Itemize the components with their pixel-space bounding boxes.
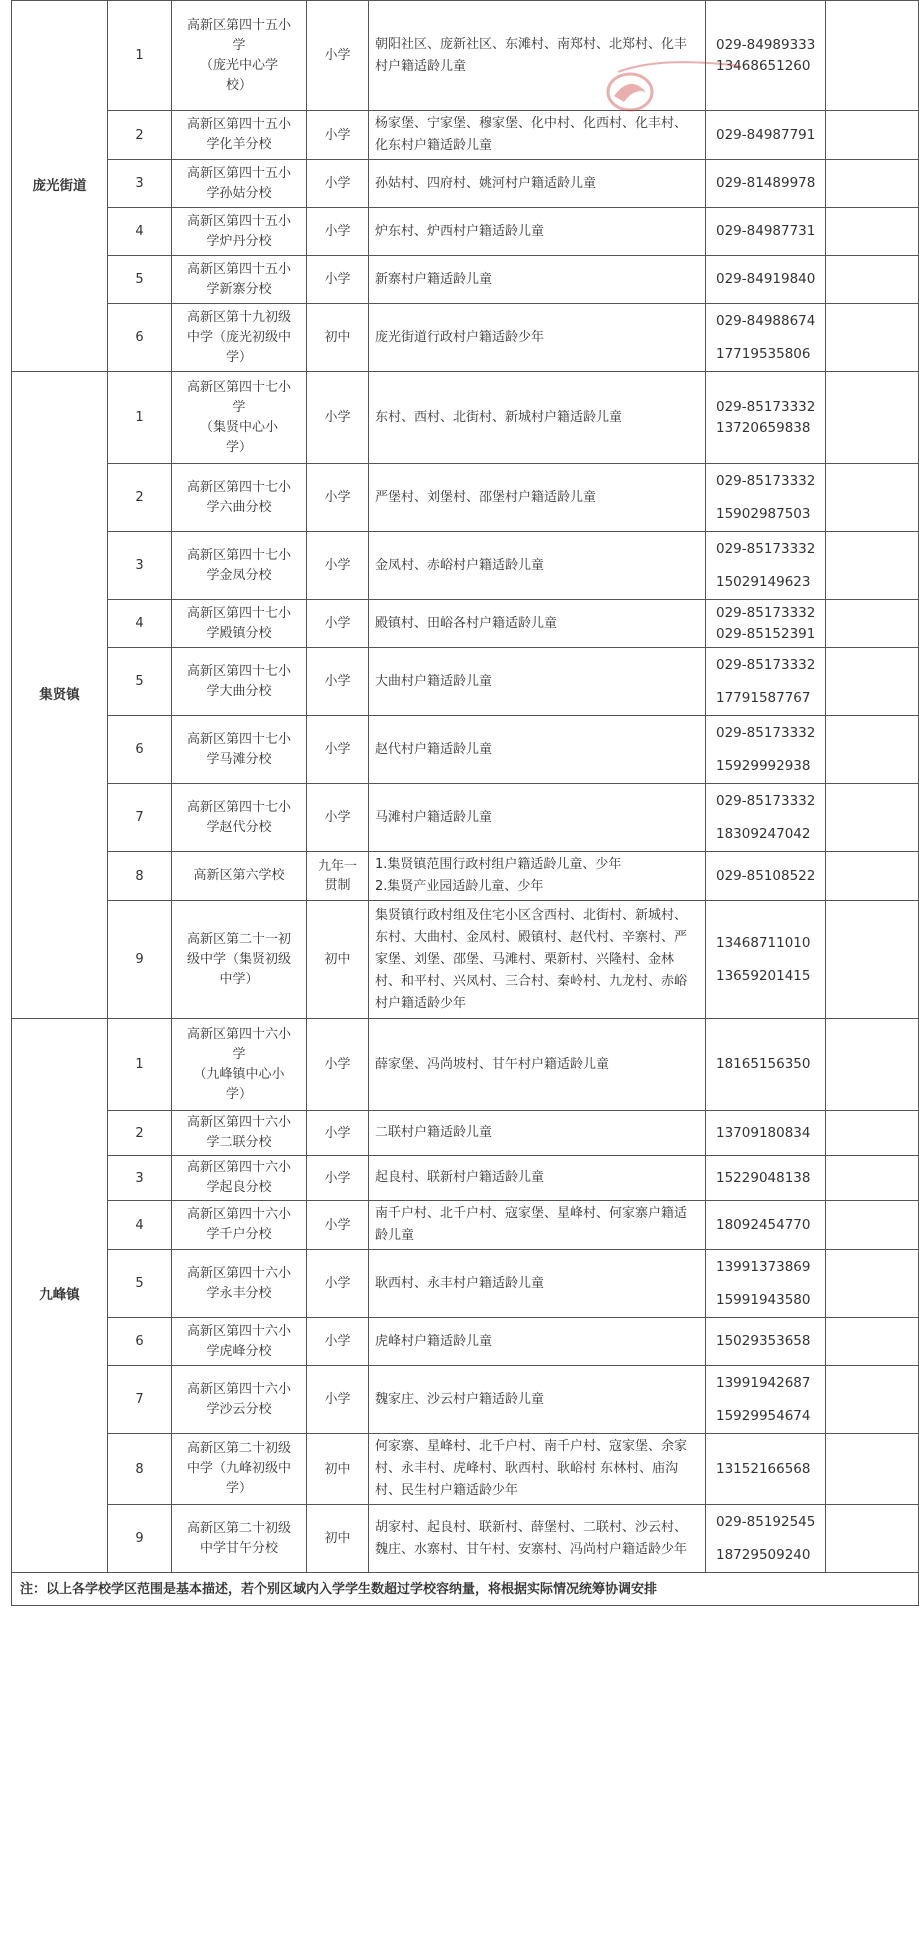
contact-phone-cell xyxy=(706,208,826,256)
school-name-line: 高新区第四十七小 xyxy=(186,799,291,815)
phone-number: 17719535806 xyxy=(716,345,811,362)
school-name-cell xyxy=(172,1019,307,1111)
remarks-cell xyxy=(826,600,919,648)
phone-number: 029-85173332 xyxy=(716,604,816,621)
phone-number: 029-85173332 xyxy=(716,656,816,673)
school-level-cell: 小学 xyxy=(307,1019,369,1111)
contact-phone-cell xyxy=(706,160,826,208)
school-name-cell xyxy=(172,852,307,901)
contact-phone-cell xyxy=(706,1250,826,1318)
row-number: 1 xyxy=(108,1,172,111)
school-name-line: 高新区第四十六小 xyxy=(186,1160,291,1175)
school-name-cell xyxy=(172,304,307,372)
contact-phone-cell xyxy=(706,1111,826,1156)
school-name-line: 学起良分校 xyxy=(206,1180,272,1195)
phone-number: 13468711010 xyxy=(716,934,811,951)
phone-number: 029-85152391 xyxy=(716,625,816,642)
school-name-cell xyxy=(172,1505,307,1573)
row-number: 6 xyxy=(108,304,172,372)
table-row xyxy=(12,600,919,648)
phone-number: 15029353658 xyxy=(716,1333,811,1349)
school-name-line: 高新区第二十一初 xyxy=(186,931,291,947)
contact-phone-cell xyxy=(706,1,826,111)
phone-number: 13991373869 xyxy=(716,1258,811,1275)
school-name-cell xyxy=(172,716,307,784)
school-name-line: （集贤中心小 xyxy=(199,419,278,435)
remarks-cell xyxy=(826,208,919,256)
row-number: 5 xyxy=(108,1250,172,1318)
phone-number: 18309247042 xyxy=(716,825,811,842)
contact-phone-cell xyxy=(706,648,826,716)
row-number: 6 xyxy=(108,716,172,784)
phone-spacer xyxy=(716,1278,819,1290)
school-name-line: 学金凤分校 xyxy=(206,567,272,583)
district-area-cell: 南千户村、北千户村、寇家堡、星峰村、何家寨户籍适龄儿童 xyxy=(369,1201,706,1250)
district-area-cell: 东村、西村、北街村、新城村户籍适龄儿童 xyxy=(369,372,706,464)
table-row xyxy=(12,1111,919,1156)
school-name-cell xyxy=(172,532,307,600)
school-level-cell: 小学 xyxy=(307,1250,369,1318)
contact-phone-cell xyxy=(706,1019,826,1111)
school-name-cell xyxy=(172,1156,307,1201)
district-area-cell: 孙姑村、四府村、姚河村户籍适龄儿童 xyxy=(369,160,706,208)
footnote-text: 注：以上各学校学区范围是基本描述，若个别区域内入学学生数超过学校容纳量，将根据实际情况统筹协调安排 xyxy=(12,1573,919,1606)
school-name-line: 学二联分校 xyxy=(206,1135,272,1150)
phone-spacer xyxy=(716,492,819,504)
contact-phone-cell xyxy=(706,901,826,1019)
district-area-cell: 朝阳社区、庞新社区、东滩村、南郑村、北郑村、化丰村户籍适龄儿童 xyxy=(369,1,706,111)
remarks-cell xyxy=(826,1366,919,1434)
remarks-cell xyxy=(826,901,919,1019)
school-name-cell xyxy=(172,648,307,716)
contact-phone-cell xyxy=(706,532,826,600)
school-name-cell xyxy=(172,1318,307,1366)
school-level-cell: 九年一贯制 xyxy=(307,852,369,901)
school-name-cell xyxy=(172,111,307,160)
school-level-cell: 小学 xyxy=(307,1156,369,1201)
school-name-line: 学） xyxy=(225,1086,252,1102)
school-name-line: 高新区第二十初级 xyxy=(186,1520,291,1536)
school-level-cell: 小学 xyxy=(307,111,369,160)
district-area-cell: 虎峰村户籍适龄儿童 xyxy=(369,1318,706,1366)
contact-phone-cell xyxy=(706,784,826,852)
district-area-cell: 集贤镇行政村组及住宅小区含西村、北街村、新城村、东村、大曲村、金凤村、殿镇村、赵代村、辛寨村、严家堡、刘堡、邵堡、马滩村、栗新村、兴隆村、金林村、和平村、兴凤村、三合村、秦岭村、九龙村、赤峪村户籍适龄少年 xyxy=(369,901,706,1019)
phone-number: 18092454770 xyxy=(716,1216,811,1233)
remarks-cell xyxy=(826,1201,919,1250)
district-area-cell: 魏家庄、沙云村户籍适龄儿童 xyxy=(369,1366,706,1434)
phone-number: 029-81489978 xyxy=(716,175,816,191)
school-name-line: 高新区第四十七小 xyxy=(186,605,291,621)
school-name-line: 高新区第四十六小 xyxy=(186,1323,291,1339)
school-name-line: 学） xyxy=(225,439,252,455)
school-name-line: 高新区第四十六小 xyxy=(186,1207,291,1222)
table-row xyxy=(12,464,919,532)
remarks-cell xyxy=(826,1,919,111)
table-row xyxy=(12,256,919,304)
school-name-line: 学永丰分校 xyxy=(206,1285,272,1301)
phone-number: 029-84989333 xyxy=(716,36,816,53)
row-number: 7 xyxy=(108,1366,172,1434)
remarks-cell xyxy=(826,716,919,784)
school-name-line: 学） xyxy=(225,349,252,365)
school-name-line: 中学（庞光初级中 xyxy=(186,329,291,345)
contact-phone-cell xyxy=(706,464,826,532)
district-area-cell: 赵代村户籍适龄儿童 xyxy=(369,716,706,784)
school-name-line: 学千户分校 xyxy=(206,1227,272,1242)
phone-spacer xyxy=(716,744,819,756)
school-name-line: 高新区第四十七小 xyxy=(186,479,291,495)
school-name-line: 高新区第四十五小 xyxy=(186,117,291,132)
district-area-cell: 大曲村户籍适龄儿童 xyxy=(369,648,706,716)
school-name-cell xyxy=(172,160,307,208)
school-name-line: 学炉丹分校 xyxy=(206,233,272,249)
district-area-cell: 1.集贤镇范围行政村组户籍适龄儿童、少年 2.集贤产业园适龄儿童、少年 xyxy=(369,852,706,901)
phone-number: 17791587767 xyxy=(716,689,811,706)
table-row xyxy=(12,1250,919,1318)
row-number: 2 xyxy=(108,464,172,532)
row-number: 6 xyxy=(108,1318,172,1366)
school-level-cell: 小学 xyxy=(307,648,369,716)
row-number: 3 xyxy=(108,1156,172,1201)
school-name-line: 学马滩分校 xyxy=(206,751,272,767)
remarks-cell xyxy=(826,1111,919,1156)
remarks-cell xyxy=(826,1505,919,1573)
district-area-cell: 薛家堡、冯尚坡村、甘午村户籍适龄儿童 xyxy=(369,1019,706,1111)
school-name-line: 中学） xyxy=(219,971,259,987)
school-name-cell xyxy=(172,1366,307,1434)
school-level-cell: 小学 xyxy=(307,1,369,111)
school-level-cell: 小学 xyxy=(307,716,369,784)
row-number: 4 xyxy=(108,1201,172,1250)
school-name-line: 学） xyxy=(225,1481,252,1496)
school-name-cell xyxy=(172,1434,307,1505)
row-number: 2 xyxy=(108,111,172,160)
school-name-line: 学六曲分校 xyxy=(206,499,272,515)
remarks-cell xyxy=(826,372,919,464)
school-name-line: 学新寨分校 xyxy=(206,281,272,297)
contact-phone-cell xyxy=(706,304,826,372)
school-name-cell xyxy=(172,208,307,256)
school-level-cell: 小学 xyxy=(307,1318,369,1366)
phone-spacer xyxy=(716,812,819,824)
school-name-line: 高新区第四十七小 xyxy=(186,547,291,563)
phone-number: 15229048138 xyxy=(716,1169,811,1186)
school-name-cell xyxy=(172,372,307,464)
school-level-cell: 小学 xyxy=(307,372,369,464)
table-row xyxy=(12,1156,919,1201)
table-row xyxy=(12,160,919,208)
school-name-line: 学殿镇分校 xyxy=(206,625,272,641)
phone-number: 029-85173332 xyxy=(716,540,816,557)
row-number: 4 xyxy=(108,600,172,648)
table-row xyxy=(12,1505,919,1573)
school-name-line: 中学（九峰初级中 xyxy=(186,1461,291,1476)
phone-number: 13991942687 xyxy=(716,1374,811,1391)
phone-number: 15902987503 xyxy=(716,505,811,522)
contact-phone-cell xyxy=(706,1366,826,1434)
school-name-line: 高新区第四十五小 xyxy=(186,165,291,181)
remarks-cell xyxy=(826,160,919,208)
district-area-cell: 马滩村户籍适龄儿童 xyxy=(369,784,706,852)
school-name-line: 高新区第六学校 xyxy=(193,868,285,883)
contact-phone-cell xyxy=(706,852,826,901)
contact-phone-cell xyxy=(706,256,826,304)
school-name-cell xyxy=(172,1201,307,1250)
district-area-cell: 新寨村户籍适龄儿童 xyxy=(369,256,706,304)
school-level-cell: 小学 xyxy=(307,1111,369,1156)
school-name-line: 高新区第二十初级 xyxy=(186,1441,291,1456)
region-cell: 庞光街道 xyxy=(12,1,108,372)
phone-number: 13468651260 xyxy=(716,57,811,74)
table-row xyxy=(12,1318,919,1366)
school-name-line: 学大曲分校 xyxy=(206,683,272,699)
school-name-line: 高新区第四十五小 xyxy=(186,213,291,229)
table-row xyxy=(12,1434,919,1505)
phone-spacer xyxy=(716,676,819,688)
table-row xyxy=(12,532,919,600)
phone-number: 15991943580 xyxy=(716,1291,811,1308)
school-name-line: 学 xyxy=(232,37,246,53)
school-name-line: 学孙姑分校 xyxy=(206,185,272,201)
table-row xyxy=(12,208,919,256)
district-area-cell: 金凤村、赤峪村户籍适龄儿童 xyxy=(369,532,706,600)
table-row xyxy=(12,372,919,464)
region-cell: 集贤镇 xyxy=(12,372,108,1019)
school-level-cell: 小学 xyxy=(307,464,369,532)
table-row xyxy=(12,1,919,111)
phone-number: 029-85108522 xyxy=(716,867,816,884)
school-name-cell xyxy=(172,1111,307,1156)
table-row xyxy=(12,304,919,372)
phone-number: 18729509240 xyxy=(716,1546,811,1563)
remarks-cell xyxy=(826,1250,919,1318)
school-level-cell: 小学 xyxy=(307,600,369,648)
school-name-line: 高新区第四十七小 xyxy=(186,731,291,747)
school-name-cell xyxy=(172,1,307,111)
row-number: 1 xyxy=(108,1019,172,1111)
table-row xyxy=(12,1019,919,1111)
school-level-cell: 初中 xyxy=(307,1434,369,1505)
school-name-line: 学 xyxy=(232,1046,246,1062)
row-number: 2 xyxy=(108,1111,172,1156)
contact-phone-cell xyxy=(706,600,826,648)
phone-number: 15929992938 xyxy=(716,757,811,774)
phone-number: 13720659838 xyxy=(716,419,811,436)
district-area-cell: 杨家堡、宁家堡、穆家堡、化中村、化西村、化丰村、化东村户籍适龄儿童 xyxy=(369,111,706,160)
remarks-cell xyxy=(826,648,919,716)
table-row xyxy=(12,901,919,1019)
school-name-line: 高新区第四十七小 xyxy=(186,663,291,679)
school-name-line: 校） xyxy=(225,77,252,93)
school-name-line: 高新区第四十五小 xyxy=(186,17,291,33)
school-level-cell: 小学 xyxy=(307,784,369,852)
phone-number: 15929954674 xyxy=(716,1407,811,1424)
school-name-cell xyxy=(172,464,307,532)
school-name-line: 中学甘午分校 xyxy=(199,1540,278,1556)
district-area-cell: 殿镇村、田峪各村户籍适龄儿童 xyxy=(369,600,706,648)
phone-number: 029-84987731 xyxy=(716,223,816,239)
school-level-cell: 小学 xyxy=(307,208,369,256)
contact-phone-cell xyxy=(706,111,826,160)
remarks-cell xyxy=(826,256,919,304)
phone-spacer xyxy=(716,1533,819,1545)
contact-phone-cell xyxy=(706,372,826,464)
school-name-line: 级中学（集贤初级 xyxy=(186,951,291,967)
school-name-line: 学虎峰分校 xyxy=(206,1343,272,1359)
phone-number: 029-85173332 xyxy=(716,472,816,489)
district-area-cell: 严堡村、刘堡村、邵堡村户籍适龄儿童 xyxy=(369,464,706,532)
phone-number: 18165156350 xyxy=(716,1056,811,1072)
table-row xyxy=(12,111,919,160)
contact-phone-cell xyxy=(706,1201,826,1250)
school-name-line: 高新区第四十五小 xyxy=(186,261,291,277)
table-row xyxy=(12,1201,919,1250)
row-number: 3 xyxy=(108,160,172,208)
table-row xyxy=(12,648,919,716)
phone-number: 029-85173332 xyxy=(716,792,816,809)
school-name-line: 学 xyxy=(232,399,246,415)
phone-number: 029-85192545 xyxy=(716,1513,816,1530)
remarks-cell xyxy=(826,1318,919,1366)
school-name-line: 学沙云分校 xyxy=(206,1401,272,1417)
school-name-cell xyxy=(172,256,307,304)
contact-phone-cell xyxy=(706,716,826,784)
school-name-line: 高新区第十九初级 xyxy=(186,309,291,325)
phone-number: 029-84988674 xyxy=(716,312,816,329)
phone-number: 13152166568 xyxy=(716,1460,811,1477)
phone-number: 029-84987791 xyxy=(716,126,816,143)
row-number: 4 xyxy=(108,208,172,256)
school-name-cell xyxy=(172,1250,307,1318)
school-name-line: （庞光中心学 xyxy=(199,57,278,73)
school-level-cell: 初中 xyxy=(307,901,369,1019)
phone-spacer xyxy=(716,1394,819,1406)
table-row xyxy=(12,716,919,784)
district-area-cell: 何家寨、星峰村、北千户村、南千户村、寇家堡、余家村、永丰村、虎峰村、耿西村、耿峪村 东林村、庙沟村、民生村户籍适龄少年 xyxy=(369,1434,706,1505)
school-name-line: 高新区第四十六小 xyxy=(186,1026,291,1042)
row-number: 8 xyxy=(108,1434,172,1505)
row-number: 7 xyxy=(108,784,172,852)
school-name-line: 学赵代分校 xyxy=(206,819,272,835)
school-name-line: 学化羊分校 xyxy=(206,137,272,152)
table-row xyxy=(12,852,919,901)
row-number: 9 xyxy=(108,901,172,1019)
school-name-cell xyxy=(172,600,307,648)
contact-phone-cell xyxy=(706,1156,826,1201)
remarks-cell xyxy=(826,784,919,852)
school-name-line: 高新区第四十六小 xyxy=(186,1381,291,1397)
contact-phone-cell xyxy=(706,1434,826,1505)
phone-number: 15029149623 xyxy=(716,573,811,590)
school-name-line: 高新区第四十七小 xyxy=(186,379,291,395)
district-area-cell: 庞光街道行政村户籍适龄少年 xyxy=(369,304,706,372)
remarks-cell xyxy=(826,304,919,372)
district-area-cell: 胡家村、起良村、联新村、薛堡村、二联村、沙云村、魏庄、水寨村、甘午村、安寨村、冯尚村户籍适龄少年 xyxy=(369,1505,706,1573)
remarks-cell xyxy=(826,532,919,600)
school-level-cell: 初中 xyxy=(307,1505,369,1573)
footnote-row xyxy=(12,1573,919,1606)
remarks-cell xyxy=(826,1434,919,1505)
phone-number: 13659201415 xyxy=(716,967,811,984)
school-level-cell: 小学 xyxy=(307,160,369,208)
remarks-cell xyxy=(826,852,919,901)
phone-number: 029-85173332 xyxy=(716,724,816,741)
row-number: 5 xyxy=(108,648,172,716)
row-number: 3 xyxy=(108,532,172,600)
phone-spacer xyxy=(716,332,819,344)
row-number: 8 xyxy=(108,852,172,901)
contact-phone-cell xyxy=(706,1505,826,1573)
table-row xyxy=(12,1366,919,1434)
school-name-cell xyxy=(172,901,307,1019)
school-name-line: 高新区第四十六小 xyxy=(186,1265,291,1281)
phone-number: 029-85173332 xyxy=(716,398,816,415)
remarks-cell xyxy=(826,1156,919,1201)
district-area-cell: 耿西村、永丰村户籍适龄儿童 xyxy=(369,1250,706,1318)
school-level-cell: 小学 xyxy=(307,1366,369,1434)
phone-number: 13709180834 xyxy=(716,1124,811,1141)
district-area-cell: 炉东村、炉西村户籍适龄儿童 xyxy=(369,208,706,256)
school-name-line: 高新区第四十六小 xyxy=(186,1115,291,1130)
region-cell: 九峰镇 xyxy=(12,1019,108,1573)
district-area-cell: 二联村户籍适龄儿童 xyxy=(369,1111,706,1156)
contact-phone-cell xyxy=(706,1318,826,1366)
district-area-cell: 起良村、联新村户籍适龄儿童 xyxy=(369,1156,706,1201)
phone-spacer xyxy=(716,954,819,966)
school-name-cell xyxy=(172,784,307,852)
school-level-cell: 小学 xyxy=(307,1201,369,1250)
school-name-line: （九峰镇中心小 xyxy=(193,1066,285,1082)
row-number: 5 xyxy=(108,256,172,304)
table-row xyxy=(12,784,919,852)
remarks-cell xyxy=(826,464,919,532)
phone-number: 029-84919840 xyxy=(716,271,816,287)
remarks-cell xyxy=(826,1019,919,1111)
phone-spacer xyxy=(716,560,819,572)
school-level-cell: 小学 xyxy=(307,256,369,304)
school-level-cell: 小学 xyxy=(307,532,369,600)
school-level-cell: 初中 xyxy=(307,304,369,372)
school-district-table xyxy=(11,0,919,1606)
remarks-cell xyxy=(826,111,919,160)
row-number: 9 xyxy=(108,1505,172,1573)
row-number: 1 xyxy=(108,372,172,464)
